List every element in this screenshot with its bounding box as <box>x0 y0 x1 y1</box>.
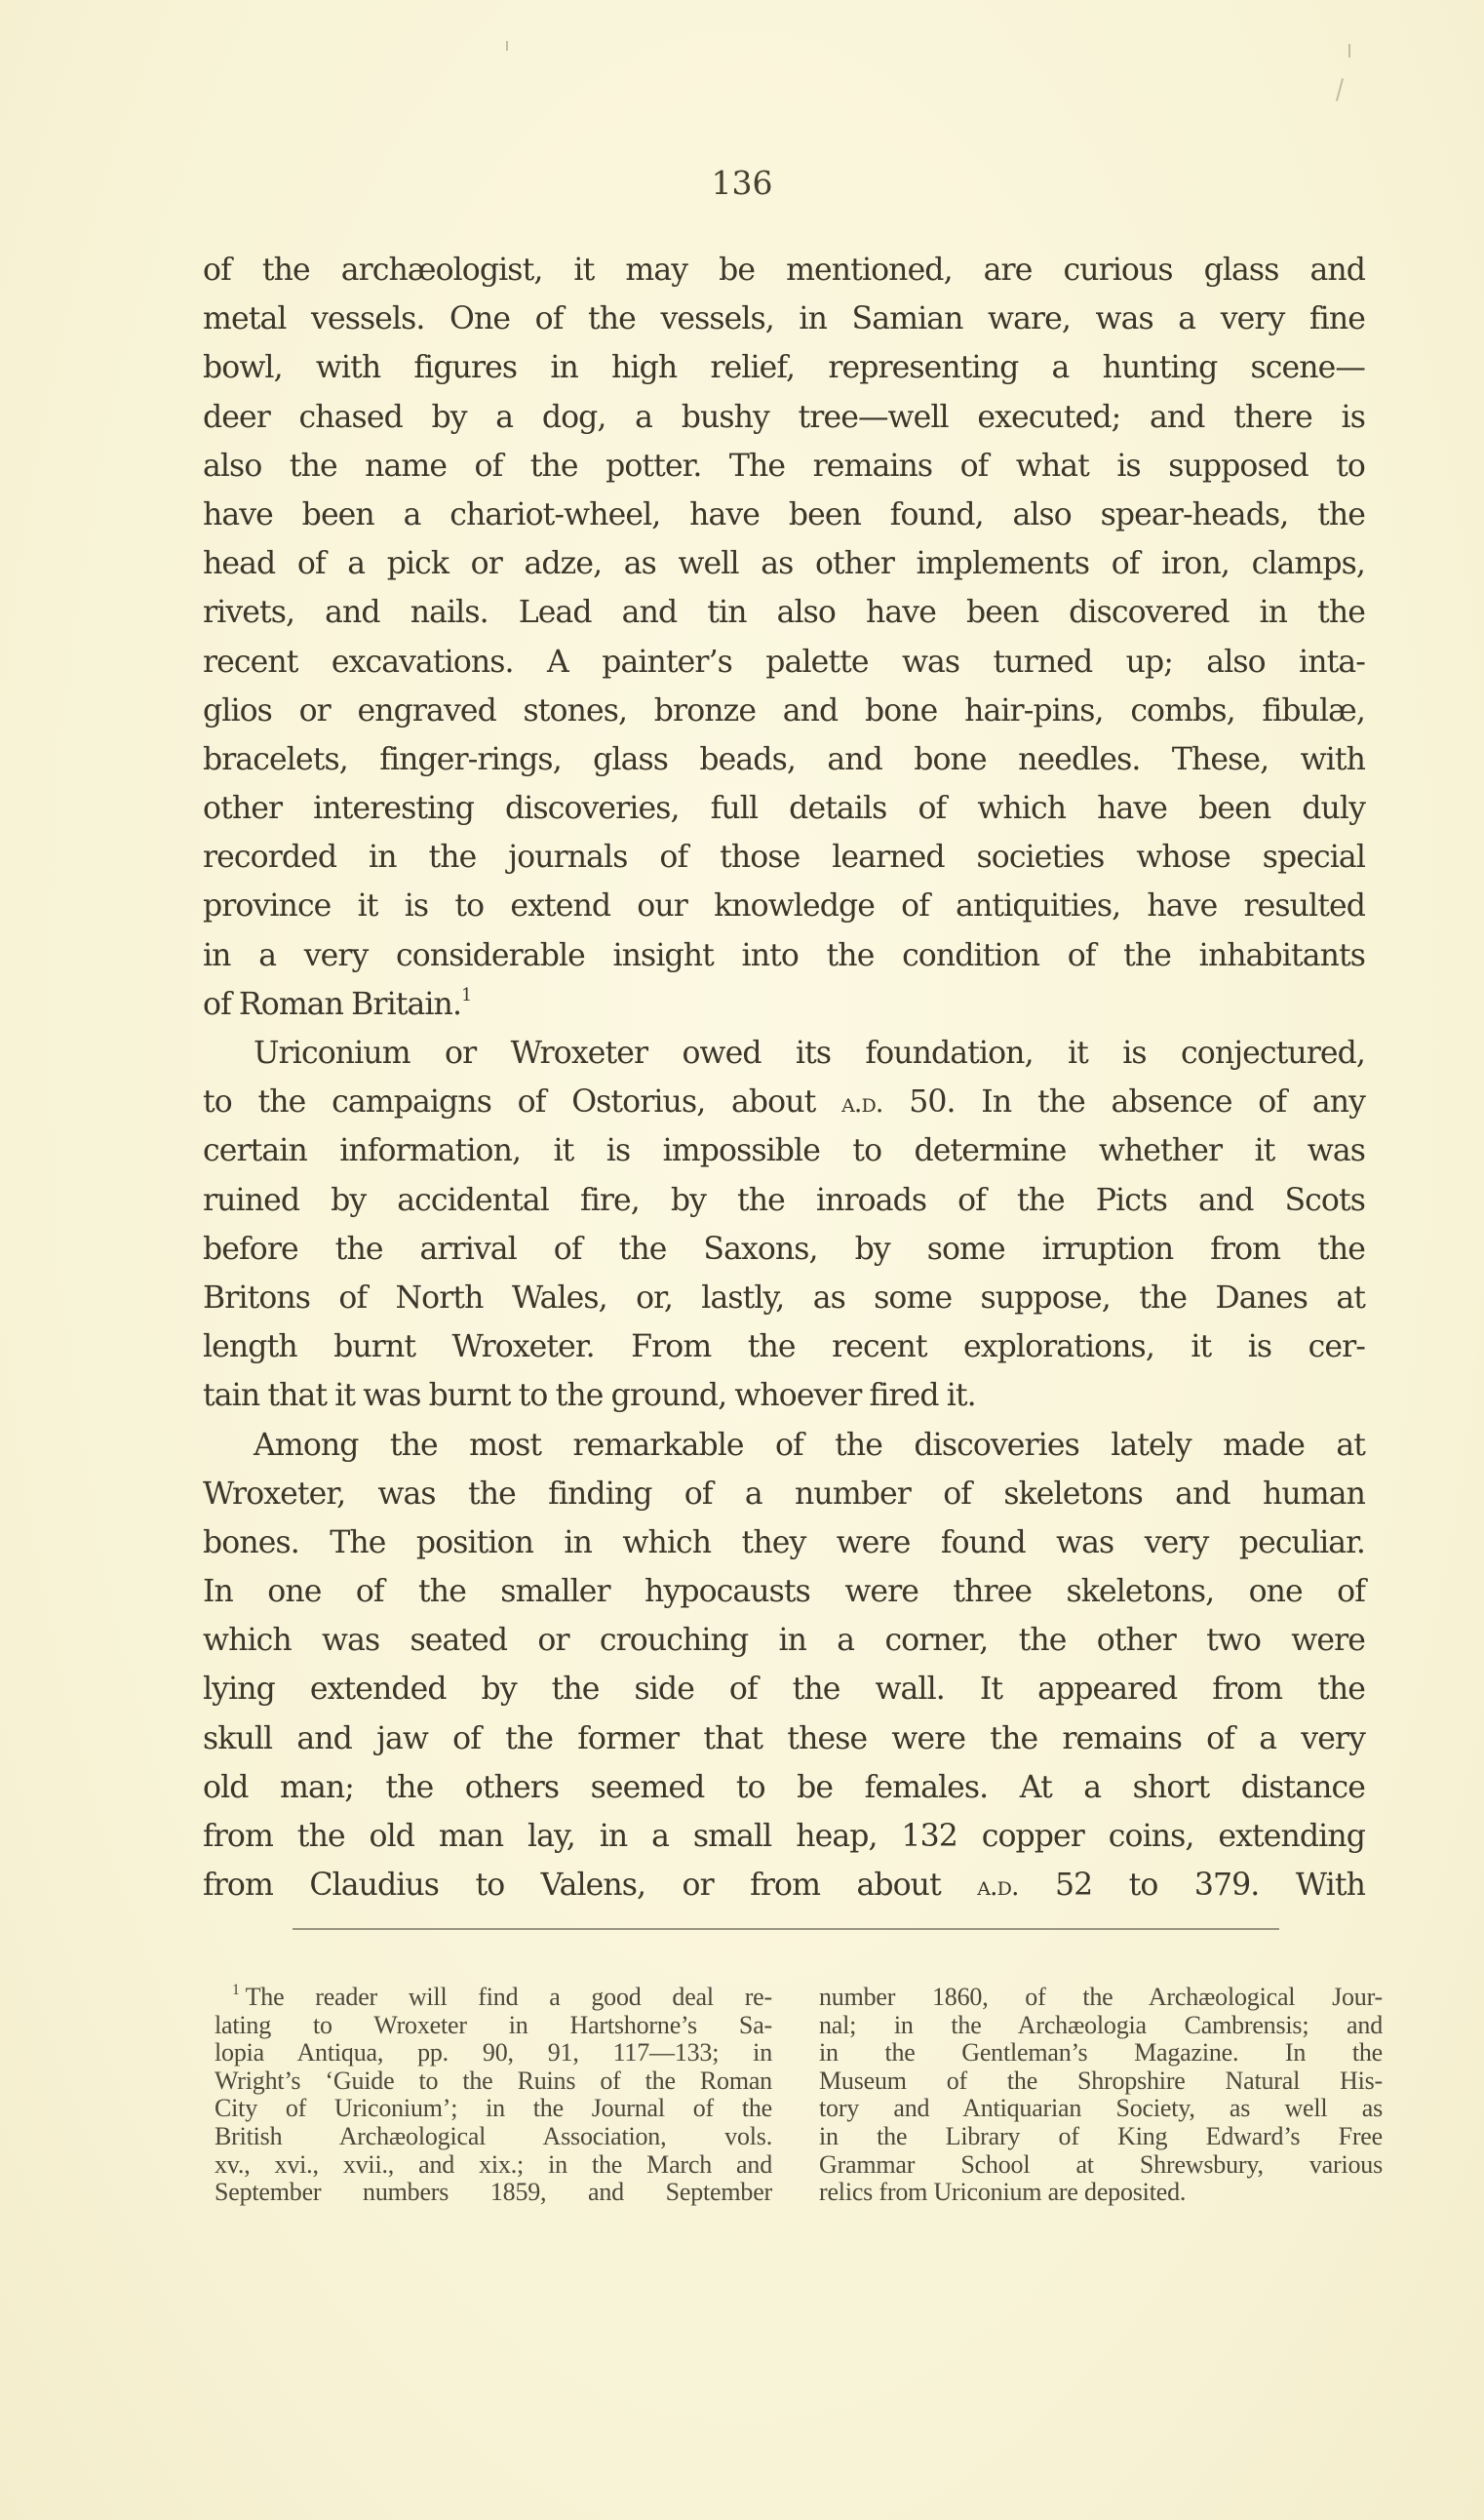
text-line: which was seated or crouching in a corner, the other two were <box>203 1623 1365 1659</box>
text-line-paragraph-start: Among the most remarkable of the discoveries lately made at <box>254 1427 1365 1463</box>
paper-blemish <box>1336 78 1344 101</box>
text-line: metal vessels. One of the vessels, in Samian ware, was a very fine <box>203 301 1365 337</box>
paper-blemish <box>506 41 508 51</box>
text-fragment: The reader will find a good deal re- <box>245 1983 772 2011</box>
text-line: also the name of the potter. The remains of what is supposed to <box>203 448 1365 484</box>
era-abbreviation: a.d. <box>841 1088 883 1120</box>
text-line: bracelets, finger-rings, glass beads, and bone needles. These, with <box>203 741 1365 777</box>
text-line: have been a chariot-wheel, have been found, also spear-heads, the <box>203 496 1365 532</box>
footnote-column-left <box>215 1984 772 2207</box>
footnote-line: in the Library of King Edward’s Free <box>819 2121 1383 2150</box>
text-line: in a very considerable insight into the condition of the inhabitants <box>203 937 1365 973</box>
text-fragment: 50. In the absence of any <box>882 1084 1365 1121</box>
text-line <box>203 1861 1365 1910</box>
footnote-line: xv., xvi., xvii., and xix.; in the March and <box>215 2149 772 2179</box>
text-line: certain information, it is impossible to determine whether it was <box>203 1133 1365 1169</box>
text-line: In one of the smaller hypocausts were three skeletons, one of <box>203 1574 1365 1610</box>
text-line: before the arrival of the Saxons, by some irruption from the <box>203 1231 1365 1267</box>
text-line-paragraph-end <box>203 980 1365 1029</box>
footnote-marker: 1 <box>232 1982 240 1999</box>
text-fragment: from Claudius to Valens, or from about <box>203 1868 978 1904</box>
text-line: recorded in the journals of those learned societies whose special <box>203 840 1365 876</box>
text-line: bowl, with figures in high relief, representing a hunting scene— <box>203 350 1365 386</box>
footnote-line: in the Gentleman’s Magazine. In the <box>819 2038 1383 2067</box>
footnote-line: Wright’s ‘Guide to the Ruins of the Roman <box>215 2066 772 2095</box>
footnote-line <box>215 1984 772 2012</box>
text-line: other interesting discoveries, full details of which have been duly <box>203 791 1365 827</box>
text-line-paragraph-start: Uriconium or Wroxeter owed its foundation, it is conjectured, <box>254 1036 1365 1071</box>
text-line: Britons of North Wales, or, lastly, as some suppose, the Danes at <box>203 1280 1365 1316</box>
text-line <box>203 1078 1365 1126</box>
text-line: deer chased by a dog, a bushy tree—well executed; and there is <box>203 399 1365 435</box>
footnote-line: number 1860, of the Archæological Jour- <box>819 1983 1383 2011</box>
page-number: 136 <box>711 164 773 202</box>
footnote-line: City of Uriconium’; in the Journal of the <box>215 2094 772 2123</box>
text-line: old man; the others seemed to be females. At a short distance <box>203 1769 1365 1805</box>
text-line: of the archæologist, it may be mentioned, are curious glass and <box>203 253 1365 288</box>
text-line-paragraph-end: tain that it was burnt to the ground, whoever fired it. <box>203 1378 976 1414</box>
footnote-column-right <box>819 1984 1383 2207</box>
text-line: length burnt Wroxeter. From the recent explorations, it is cer- <box>203 1329 1365 1365</box>
text-fragment: 52 to 379. With <box>1018 1868 1365 1904</box>
text-line: bones. The position in which they were found was very peculiar. <box>203 1524 1365 1560</box>
footnote-line: British Archæological Association, vols. <box>215 2121 772 2150</box>
text-line: recent excavations. A painter’s palette was turned up; also inta- <box>203 644 1365 680</box>
paper-blemish <box>1348 44 1350 58</box>
footnote-line: lopia Antiqua, pp. 90, 91, 117—133; in <box>215 2038 772 2067</box>
text-line: province it is to extend our knowledge of antiquities, have resulted <box>203 888 1365 925</box>
footnote-line: Grammar School at Shrewsbury, various <box>819 2149 1383 2179</box>
era-abbreviation: a.d. <box>977 1871 1019 1903</box>
footnote-line: tory and Antiquarian Society, as well as <box>819 2094 1383 2123</box>
footnote-line: Museum of the Shropshire Natural His- <box>819 2066 1383 2095</box>
footnote-reference[interactable]: 1 <box>461 985 472 1005</box>
body-text <box>203 246 1365 1910</box>
text-line: ruined by accidental fire, by the inroads of the Picts and Scots <box>203 1182 1365 1218</box>
footnote-separator-rule <box>293 1928 1279 1930</box>
footnote-line: nal; in the Archæologia Cambrensis; and <box>819 2010 1383 2039</box>
footnote-line: September numbers 1859, and September <box>215 2178 772 2207</box>
text-fragment: to the campaigns of Ostorius, about <box>203 1084 842 1121</box>
text-line: Wroxeter, was the finding of a number of skeletons and human <box>203 1476 1365 1512</box>
text-line: head of a pick or adze, as well as other implements of iron, clamps, <box>203 546 1365 582</box>
footnote-line: relics from Uriconium are deposited. <box>819 2178 1187 2207</box>
text-line: lying extended by the side of the wall. It appeared from the <box>203 1672 1365 1708</box>
text-line: rivets, and nails. Lead and tin also have been discovered in the <box>203 595 1365 631</box>
text-fragment: of Roman Britain. <box>203 986 462 1022</box>
text-line: skull and jaw of the former that these were the remains of a very <box>203 1720 1365 1756</box>
text-line: from the old man lay, in a small heap, 132 copper coins, extending <box>203 1819 1365 1854</box>
footnote-line: lating to Wroxeter in Hartshorne’s Sa- <box>215 2010 772 2039</box>
text-line: glios or engraved stones, bronze and bone hair-pins, combs, fibulæ, <box>203 692 1365 728</box>
